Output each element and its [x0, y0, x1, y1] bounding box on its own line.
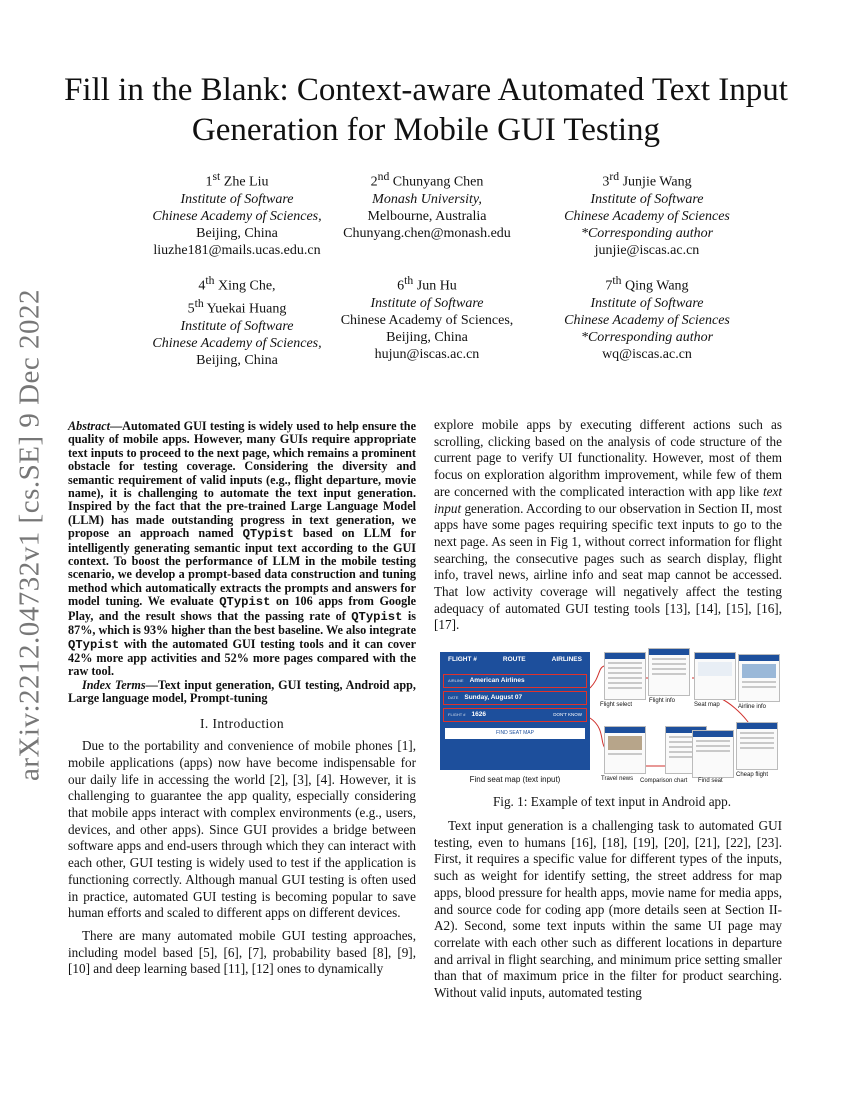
thumb-airline-info: [738, 654, 780, 702]
section-heading: I. Introduction: [200, 715, 284, 731]
thumb-label: Travel news: [601, 776, 634, 782]
intro-paragraph: Due to the portability and convenience of mobile phones [1], mobile applications (apps) now have become indispensable for our daily life in accessing the world [2], [3], [4]. However, it is challenging to guarantee the app quality, especially considering that mobile apps interact with complex environments (e.g., users, devices, and other apps). Since GUI provides a bridge between software apps and end-users through which they can interact with each other, GUI testing is widely used to test if the application is functioning correctly. Although manual GUI testing is often used in practice, automated GUI testing is becoming popular to save human efforts and scaled to different apps on different devices.: [68, 738, 416, 921]
thumb-label: Seat map: [694, 702, 720, 708]
left-column: [68, 420, 416, 984]
thumb-label: Cheap flight: [736, 772, 769, 778]
thumb-label: Comparison chart: [640, 778, 688, 784]
thumb-label: Flight info: [649, 698, 676, 704]
thumb-label: Flight select: [600, 702, 633, 708]
date-field: DATE Sunday, August 07: [443, 691, 587, 705]
thumb-travel-news: [604, 726, 646, 774]
thumb-cheap-flight: [736, 722, 778, 770]
figure-subcaption: Find seat map (text input): [469, 775, 561, 784]
thumb-flight-select: [604, 652, 646, 700]
arxiv-side-label: arXiv:2212.04732v1 [cs.SE] 9 Dec 2022: [13, 288, 46, 782]
figure-caption: Fig. 1: Example of text input in Android app.: [492, 794, 732, 809]
thumb-find-seat: [692, 730, 734, 778]
right-column-top: explore mobile apps by executing different actions such as scrolling, clicking based on the analysis of code structure of the current page to verify UI functionality. However, most of them focus on exploration algorithm improvement, while few of them are concerned with the complicated interaction with app like text input generation. According to our observation in Section II, most apps have some pages requiring specific text inputs to go to the next page. As seen in Fig 1, without correct information for flight searching, the consecutive pages such as search display, flight info, travel news, airline info and seat map cannot be accessed. That low activity coverage will negatively affect the testing adequacy of automated GUI testing tools [13], [14], [15], [16], [17].: [434, 417, 782, 633]
tab-airlines: AIRLINES: [551, 656, 582, 663]
paper-title: Fill in the Blank: Context-aware Automated Text Input Generation for Mobile GUI Testing: [64, 72, 788, 148]
flight-number-field: FLIGHT # 1626 DON'T KNOW: [443, 708, 587, 722]
find-seat-map-button: FIND SEAT MAP: [445, 728, 585, 739]
figure-1: [440, 648, 784, 788]
index-terms: Index Terms—Text input generation, GUI testing, Android app, Large language model, Prompt-tuning: [68, 677, 416, 706]
tab-route: ROUTE: [502, 656, 526, 663]
thumb-flight-info: [648, 648, 690, 696]
author-block: 3rd Junjie Wang Institute of Software Chinese Academy of Sciences *Corresponding author junjie@iscas.ac.cn: [564, 170, 730, 259]
author-block: 6th Jun Hu Institute of Software Chinese Academy of Sciences, Beijing, China hujun@iscas.ac.cn: [340, 274, 514, 363]
thumb-label: Find seat: [698, 778, 723, 784]
intro-paragraph: There are many automated mobile GUI testing approaches, including model based [5], [6], [7], probability based [8], [9], [10] and deep learning based [11], [12] ones to dynamically: [68, 927, 416, 977]
author-block: 4th Xing Che, 5th Yuekai Huang Institute of Software Chinese Academy of Sciences, Beijing, China: [152, 274, 322, 369]
author-block: 1st Zhe Liu Institute of Software Chinese Academy of Sciences, Beijing, China liuzhe181@mails.ucas.edu.cn: [152, 170, 322, 259]
tab-flight: FLIGHT #: [448, 656, 477, 663]
author-block: 7th Qing Wang Institute of Software Chinese Academy of Sciences *Corresponding author wq@iscas.ac.cn: [564, 274, 730, 363]
airline-field: AIRLINE American Airlines: [443, 674, 587, 688]
thumb-seat-map: [694, 652, 736, 700]
right-column-bottom: Text input generation is a challenging task to automated GUI testing, even to humans [16], [18], [19], [20], [21], [22], [23]. First, it requires a specific value for different types of the inputs, such as weight for identify setting, the street address for map apps, blood pressure for health apps, movie name for media apps, and source code for coding app (more details seen at Section II-A2). Second, some text inputs within the same UI page may correlate with each other such as different locations in departure and arrival in flight searching, and minimum price setting smaller than that of maximum price in the filter for product searching. Without valid inputs, automated testing: [434, 818, 782, 1001]
thumb-label: Airline info: [738, 704, 767, 710]
author-block: 2nd Chunyang Chen Monash University, Melbourne, Australia Chunyang.chen@monash.edu: [343, 170, 511, 242]
abstract: Abstract—Automated GUI testing is widely used to help ensure the quality of mobile apps. However, many GUIs require appropriate text inputs to proceed to the next page, which remains a prominent obstacle for testing coverage. Considering the diversity and semantic requirement of valid inputs (e.g., flight departure, movie name), it is challenging to automate the text input generation. Inspired by the fact that the pre-trained Large Language Model (LLM) has made outstanding progress in text generation, we propose an approach named QTypist based on LLM for intelligently generating semantic input text according to the GUI context. To boost the performance of LLM in the mobile testing scenario, we develop a prompt-based data construction and tuning method which automatically extracts the prompts and answers for model tuning. We evaluate QTypist on 106 apps from Google Play, and the result shows that the passing rate of QTypist is 87%, which is 93% higher than the best baseline. We also integrate QTypist with the automated GUI testing tools and it can cover 42% more app activities and 52% more pages compared with the raw tool.: [68, 419, 416, 679]
